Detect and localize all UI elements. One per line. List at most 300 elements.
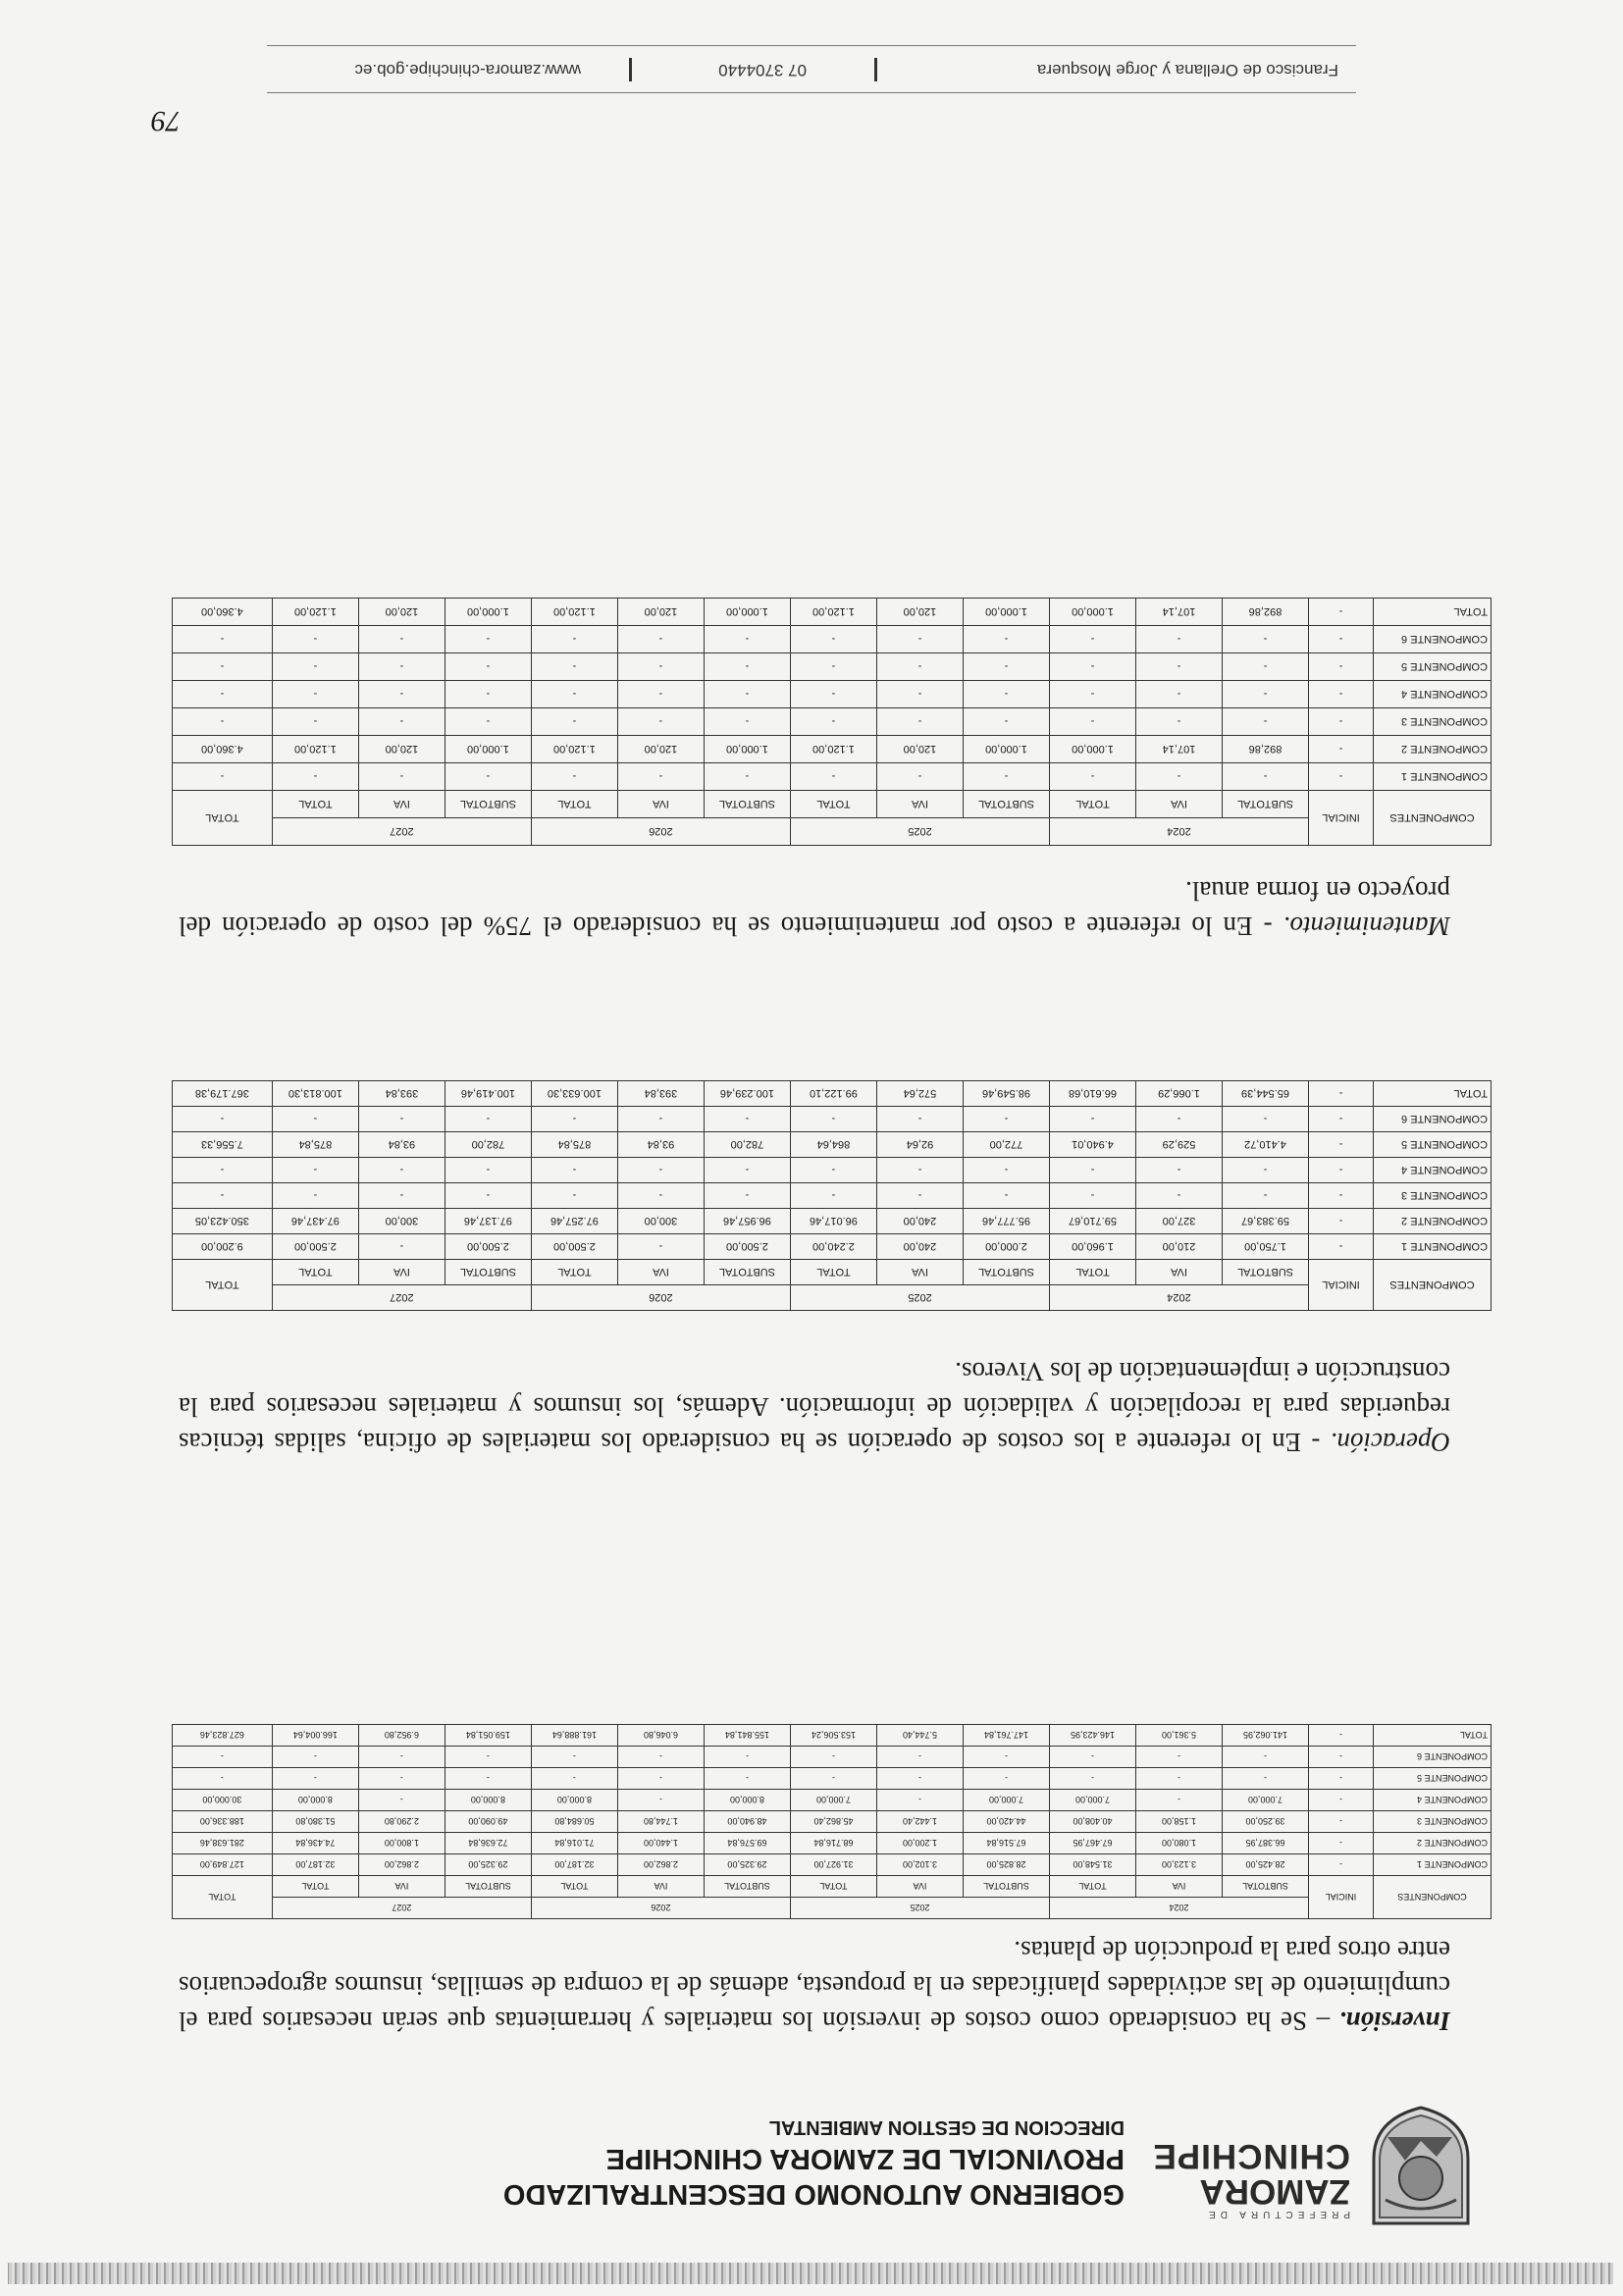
table-cell: 3.102,00 bbox=[876, 1854, 963, 1876]
org-line-3: DIRECCION DE GESTION AMBIENTAL bbox=[768, 2116, 1125, 2138]
table-cell: 99.122,10 bbox=[790, 1081, 876, 1107]
table-cell: 65.544,39 bbox=[1223, 1081, 1309, 1107]
header-sub: IVA bbox=[1136, 791, 1223, 818]
table-subheader-row bbox=[172, 1876, 1491, 1898]
table-cell: 7.556,33 bbox=[172, 1132, 272, 1158]
table-cell: 1.000,00 bbox=[445, 599, 531, 626]
table-cell: 159.051,84 bbox=[445, 1725, 531, 1747]
table-cell: 327,00 bbox=[1136, 1209, 1223, 1234]
table-cell: - bbox=[963, 681, 1049, 708]
table-cell: 2.290,80 bbox=[358, 1811, 445, 1833]
inversion-lead: Inversión. bbox=[1338, 2007, 1450, 2036]
header-sub: IVA bbox=[876, 791, 963, 818]
table-row bbox=[172, 1854, 1491, 1876]
table-cell: - bbox=[358, 626, 445, 653]
table-cell: 66.610,68 bbox=[1049, 1081, 1135, 1107]
table-cell: - bbox=[172, 1158, 272, 1183]
table-cell: 97.437,46 bbox=[272, 1209, 358, 1234]
organization-name bbox=[503, 2113, 1125, 2212]
table-cell: 782,00 bbox=[704, 1132, 790, 1158]
table-row bbox=[172, 1234, 1491, 1260]
table-cell: 100.633,30 bbox=[531, 1081, 617, 1107]
table-cell: - bbox=[1049, 1768, 1135, 1790]
table-cell: - bbox=[790, 1158, 876, 1183]
table-cell: 100.419,46 bbox=[445, 1081, 531, 1107]
header-year: 2024 bbox=[1049, 818, 1308, 846]
operacion-text: - En lo referente a los costos de operación se ha considerado los materiales de oficina, salidas técnicas requeridas para la recopilación y validación de información. Además, los insumos y materiales necesarios para la construcción e implementación de los Viveros. bbox=[179, 1357, 1450, 1457]
table-cell: - bbox=[1309, 1833, 1374, 1854]
table-cell: 1.200,00 bbox=[876, 1833, 963, 1854]
table-cell: 67.467,95 bbox=[1049, 1833, 1135, 1854]
table-cell: - bbox=[963, 1747, 1049, 1768]
table-header-row bbox=[172, 1898, 1491, 1919]
row-label: COMPONENTE 5 bbox=[1374, 653, 1492, 681]
header-total: TOTAL bbox=[172, 1876, 272, 1919]
table-cell: - bbox=[272, 653, 358, 681]
row-label: COMPONENTE 4 bbox=[1374, 681, 1492, 708]
table-cell: 120,00 bbox=[358, 736, 445, 763]
header-sub: SUBTOTAL bbox=[704, 1876, 790, 1898]
table-cell: - bbox=[531, 1768, 617, 1790]
table-cell: - bbox=[963, 763, 1049, 791]
table-cell: - bbox=[1309, 736, 1374, 763]
table-cell: - bbox=[790, 708, 876, 736]
row-label: COMPONENTE 3 bbox=[1374, 1183, 1492, 1209]
table-cell: - bbox=[1049, 653, 1135, 681]
table-cell: 40.408,00 bbox=[1049, 1811, 1135, 1833]
table-cell: 1.000,00 bbox=[1049, 599, 1135, 626]
header-sub: IVA bbox=[617, 791, 704, 818]
table-cell: - bbox=[272, 763, 358, 791]
header-sub: IVA bbox=[876, 1260, 963, 1285]
table-cell: 31.927,00 bbox=[790, 1854, 876, 1876]
table-cell: - bbox=[963, 1768, 1049, 1790]
table-cell: - bbox=[1136, 1158, 1223, 1183]
table-cell: - bbox=[790, 1747, 876, 1768]
table-cell: - bbox=[1309, 681, 1374, 708]
table-cell: 120,00 bbox=[876, 736, 963, 763]
header-sub: TOTAL bbox=[272, 1260, 358, 1285]
header-sub: IVA bbox=[358, 791, 445, 818]
table-cell: - bbox=[876, 1747, 963, 1768]
table-cell: - bbox=[1309, 1081, 1374, 1107]
table-cell: 1.800,00 bbox=[358, 1833, 445, 1854]
footer-separator bbox=[629, 58, 632, 81]
table-cell: - bbox=[445, 708, 531, 736]
org-line-2: PROVINCIAL DE ZAMORA CHINCHIPE bbox=[605, 2143, 1125, 2174]
header-year: 2026 bbox=[531, 1285, 790, 1311]
table-cell: - bbox=[617, 1768, 704, 1790]
table-cell: - bbox=[704, 1747, 790, 1768]
table-cell: 1.000,00 bbox=[445, 736, 531, 763]
table-cell: 39.250,00 bbox=[1223, 1811, 1309, 1833]
table-cell: 1.000,00 bbox=[963, 599, 1049, 626]
table-cell: 93,84 bbox=[617, 1132, 704, 1158]
mantenimiento-cost-table bbox=[172, 598, 1492, 846]
table-cell: - bbox=[876, 1107, 963, 1132]
table-cell: - bbox=[704, 1183, 790, 1209]
table-cell: 107,14 bbox=[1136, 599, 1223, 626]
header-year: 2027 bbox=[272, 1898, 531, 1919]
table-cell: - bbox=[876, 653, 963, 681]
table-cell: 864,64 bbox=[790, 1132, 876, 1158]
table-cell: 1.440,00 bbox=[617, 1833, 704, 1854]
table-cell: 120,00 bbox=[617, 599, 704, 626]
table-cell: - bbox=[617, 708, 704, 736]
table-cell: - bbox=[172, 653, 272, 681]
table-cell: 3.123,00 bbox=[1136, 1854, 1223, 1876]
org-line-1: GOBIERNO AUTONOMO DESCENTRALIZADO bbox=[502, 2178, 1125, 2210]
table-cell: - bbox=[1136, 626, 1223, 653]
table-cell: - bbox=[531, 763, 617, 791]
header-sub: TOTAL bbox=[531, 1260, 617, 1285]
table-cell: - bbox=[790, 626, 876, 653]
operacion-cost-table bbox=[172, 1080, 1492, 1311]
table-cell: - bbox=[704, 681, 790, 708]
footer-separator bbox=[874, 58, 877, 81]
table-cell: 1.000,00 bbox=[704, 736, 790, 763]
table-row bbox=[172, 708, 1491, 736]
table-cell: - bbox=[1223, 763, 1309, 791]
table-cell: - bbox=[1049, 708, 1135, 736]
table-cell: 1.080,00 bbox=[1136, 1833, 1223, 1854]
header-total: TOTAL bbox=[172, 791, 272, 846]
table-cell: 892,86 bbox=[1223, 736, 1309, 763]
table-cell: - bbox=[531, 1747, 617, 1768]
table-cell: 5.744,40 bbox=[876, 1725, 963, 1747]
table-cell: 50.684,80 bbox=[531, 1811, 617, 1833]
header-year: 2027 bbox=[272, 1285, 531, 1311]
table-cell: 66.387,95 bbox=[1223, 1833, 1309, 1854]
table-cell: - bbox=[790, 653, 876, 681]
row-label: COMPONENTE 1 bbox=[1374, 1854, 1492, 1876]
table-cell: 146.423,95 bbox=[1049, 1725, 1135, 1747]
table-cell: - bbox=[272, 1747, 358, 1768]
table-cell: 1.442,40 bbox=[876, 1811, 963, 1833]
table-cell: - bbox=[358, 1107, 445, 1132]
table-cell: - bbox=[963, 708, 1049, 736]
table-cell: 92,64 bbox=[876, 1132, 963, 1158]
row-label: COMPONENTE 2 bbox=[1374, 1833, 1492, 1854]
table-subheader-row bbox=[172, 791, 1491, 818]
table-cell: - bbox=[963, 653, 1049, 681]
table-cell: - bbox=[445, 626, 531, 653]
table-cell: 6.952,80 bbox=[358, 1725, 445, 1747]
table-cell: - bbox=[876, 681, 963, 708]
header-sub: IVA bbox=[358, 1260, 445, 1285]
table-cell: 240,00 bbox=[876, 1234, 963, 1260]
table-cell: - bbox=[358, 1768, 445, 1790]
table-cell: - bbox=[358, 653, 445, 681]
header-sub: TOTAL bbox=[531, 791, 617, 818]
table-row bbox=[172, 1158, 1491, 1183]
table-cell: 300,00 bbox=[358, 1209, 445, 1234]
table-cell: 67.516,84 bbox=[963, 1833, 1049, 1854]
table-cell: - bbox=[272, 1158, 358, 1183]
table-cell: 98.549,46 bbox=[963, 1081, 1049, 1107]
table-cell: - bbox=[876, 626, 963, 653]
table-cell: 300,00 bbox=[617, 1209, 704, 1234]
header-sub: SUBTOTAL bbox=[1223, 1260, 1309, 1285]
table-cell: - bbox=[963, 1183, 1049, 1209]
table-cell: - bbox=[358, 1183, 445, 1209]
table-cell: - bbox=[1223, 681, 1309, 708]
table-cell: - bbox=[1309, 1725, 1374, 1747]
table-cell: - bbox=[1049, 1158, 1135, 1183]
mantenimiento-paragraph bbox=[179, 873, 1450, 944]
table-cell: - bbox=[1049, 1747, 1135, 1768]
table-row bbox=[172, 1107, 1491, 1132]
header-sub: SUBTOTAL bbox=[1223, 1876, 1309, 1898]
table-cell: - bbox=[445, 1158, 531, 1183]
table-cell: - bbox=[531, 708, 617, 736]
table-cell: 29.325,00 bbox=[445, 1854, 531, 1876]
row-label: COMPONENTE 4 bbox=[1374, 1158, 1492, 1183]
table-cell: - bbox=[1309, 626, 1374, 653]
table-cell: 4.360,00 bbox=[172, 736, 272, 763]
header-sub: TOTAL bbox=[531, 1876, 617, 1898]
table-cell: 7.000,00 bbox=[1049, 1790, 1135, 1811]
table-cell: 188.336,00 bbox=[172, 1811, 272, 1833]
table-cell: - bbox=[531, 1158, 617, 1183]
header-sub: SUBTOTAL bbox=[963, 791, 1049, 818]
table-cell: - bbox=[617, 626, 704, 653]
table-cell: - bbox=[876, 1790, 963, 1811]
header-sub: TOTAL bbox=[790, 1260, 876, 1285]
row-label: COMPONENTE 6 bbox=[1374, 1747, 1492, 1768]
row-label: TOTAL bbox=[1374, 599, 1492, 626]
table-cell: 393,84 bbox=[358, 1081, 445, 1107]
table-cell: 161.888,64 bbox=[531, 1725, 617, 1747]
table-cell: - bbox=[445, 1107, 531, 1132]
table-cell: - bbox=[172, 763, 272, 791]
table-cell: 210,00 bbox=[1136, 1234, 1223, 1260]
table-cell: 45.862,40 bbox=[790, 1811, 876, 1833]
header-sub: SUBTOTAL bbox=[1223, 791, 1309, 818]
table-cell: - bbox=[1136, 1747, 1223, 1768]
table-row bbox=[172, 1209, 1491, 1234]
table-cell: 71.016,84 bbox=[531, 1833, 617, 1854]
table-cell: 2.500,00 bbox=[272, 1234, 358, 1260]
table-cell: 350.423,05 bbox=[172, 1209, 272, 1234]
table-cell: 2.240,00 bbox=[790, 1234, 876, 1260]
table-cell: - bbox=[1136, 681, 1223, 708]
page-number: 79 bbox=[151, 105, 181, 137]
table-cell: - bbox=[1223, 1183, 1309, 1209]
table-cell: - bbox=[617, 1790, 704, 1811]
header-sub: SUBTOTAL bbox=[445, 791, 531, 818]
table-cell: - bbox=[1136, 1183, 1223, 1209]
table-cell: - bbox=[531, 1183, 617, 1209]
table-cell: 2.500,00 bbox=[531, 1234, 617, 1260]
table-cell: 72.636,84 bbox=[445, 1833, 531, 1854]
footer-address: Francisco de Orellana y Jorge Mosquera bbox=[1036, 61, 1338, 79]
header-componentes: COMPONENTES bbox=[1374, 791, 1492, 846]
table-cell: 1.120,00 bbox=[790, 736, 876, 763]
table-cell: - bbox=[790, 681, 876, 708]
header-year: 2024 bbox=[1049, 1285, 1308, 1311]
table-cell: - bbox=[1309, 1132, 1374, 1158]
row-label: COMPONENTE 1 bbox=[1374, 763, 1492, 791]
table-cell: - bbox=[445, 1768, 531, 1790]
table-cell: - bbox=[1309, 763, 1374, 791]
table-cell: - bbox=[358, 1790, 445, 1811]
scan-edge-strip bbox=[8, 2263, 1613, 2284]
header-sub: SUBTOTAL bbox=[445, 1260, 531, 1285]
table-cell: 1.960,00 bbox=[1049, 1234, 1135, 1260]
table-cell: - bbox=[358, 1158, 445, 1183]
table-cell: - bbox=[445, 763, 531, 791]
table-cell: - bbox=[272, 1183, 358, 1209]
table-cell: - bbox=[790, 1768, 876, 1790]
header-inicial: INICIAL bbox=[1309, 1876, 1374, 1919]
table-cell: - bbox=[1136, 1790, 1223, 1811]
table-cell: 1.750,00 bbox=[1223, 1234, 1309, 1260]
table-cell: 2.862,00 bbox=[358, 1854, 445, 1876]
table-row bbox=[172, 1747, 1491, 1768]
table-cell: 96.017,46 bbox=[790, 1209, 876, 1234]
table-cell: - bbox=[1136, 708, 1223, 736]
table-cell: - bbox=[617, 653, 704, 681]
table-cell: - bbox=[1309, 1768, 1374, 1790]
table-cell: - bbox=[172, 1747, 272, 1768]
table-row bbox=[172, 1833, 1491, 1854]
table-row bbox=[172, 1768, 1491, 1790]
row-label: COMPONENTE 3 bbox=[1374, 708, 1492, 736]
table-cell: - bbox=[1309, 1183, 1374, 1209]
table-cell: 155.841,84 bbox=[704, 1725, 790, 1747]
table-cell: - bbox=[445, 1183, 531, 1209]
table-cell: - bbox=[790, 1107, 876, 1132]
table-cell: - bbox=[1309, 1790, 1374, 1811]
table-cell: 4.410,72 bbox=[1223, 1132, 1309, 1158]
table-cell: 2.500,00 bbox=[704, 1234, 790, 1260]
table-cell: 93,84 bbox=[358, 1132, 445, 1158]
header-sub: TOTAL bbox=[790, 1876, 876, 1898]
table-cell: - bbox=[704, 653, 790, 681]
table-cell: - bbox=[617, 1747, 704, 1768]
table-cell: 147.761,84 bbox=[963, 1725, 1049, 1747]
table-cell: - bbox=[358, 1234, 445, 1260]
table-cell: - bbox=[704, 626, 790, 653]
table-cell: 9.200,00 bbox=[172, 1234, 272, 1260]
header-year: 2026 bbox=[531, 818, 790, 846]
table-row bbox=[172, 626, 1491, 653]
row-label: TOTAL bbox=[1374, 1725, 1492, 1747]
table-cell: 51.380,80 bbox=[272, 1811, 358, 1833]
table-cell: 2.862,00 bbox=[617, 1854, 704, 1876]
table-cell: 281.638,46 bbox=[172, 1833, 272, 1854]
table-cell: 48.940,00 bbox=[704, 1811, 790, 1833]
table-cell: - bbox=[531, 681, 617, 708]
inversion-paragraph bbox=[179, 1933, 1450, 2039]
table-cell: - bbox=[1309, 599, 1374, 626]
table-cell: 59.383,67 bbox=[1223, 1209, 1309, 1234]
table-cell: - bbox=[617, 681, 704, 708]
row-label: COMPONENTE 6 bbox=[1374, 1107, 1492, 1132]
table-cell: - bbox=[1223, 1747, 1309, 1768]
table-cell: 8.000,00 bbox=[272, 1790, 358, 1811]
table-cell: - bbox=[1309, 1747, 1374, 1768]
table-cell: - bbox=[876, 1768, 963, 1790]
header-sub: TOTAL bbox=[1049, 1260, 1135, 1285]
table-cell: 4.360,00 bbox=[172, 599, 272, 626]
table-cell: - bbox=[531, 1107, 617, 1132]
table-cell: 1.000,00 bbox=[1049, 736, 1135, 763]
table-cell: 69.576,84 bbox=[704, 1833, 790, 1854]
header-componentes: COMPONENTES bbox=[1374, 1876, 1492, 1919]
table-cell: 367.179,38 bbox=[172, 1081, 272, 1107]
brand-wordmark bbox=[1154, 2138, 1350, 2219]
table-cell: 120,00 bbox=[617, 736, 704, 763]
table-cell: - bbox=[1049, 1183, 1135, 1209]
table-cell: 32.187,00 bbox=[272, 1854, 358, 1876]
header-sub: SUBTOTAL bbox=[963, 1876, 1049, 1898]
table-row bbox=[172, 1081, 1491, 1107]
table-cell: - bbox=[617, 1158, 704, 1183]
table-row bbox=[172, 599, 1491, 626]
table-cell: - bbox=[358, 681, 445, 708]
table-cell: - bbox=[1223, 1107, 1309, 1132]
table-cell: 97.257,46 bbox=[531, 1209, 617, 1234]
table-cell: 166.004,64 bbox=[272, 1725, 358, 1747]
table-cell: - bbox=[1309, 708, 1374, 736]
table-cell: 529,29 bbox=[1136, 1132, 1223, 1158]
table-cell: - bbox=[1049, 1107, 1135, 1132]
table-cell: - bbox=[1049, 681, 1135, 708]
table-cell: - bbox=[1223, 653, 1309, 681]
table-cell: - bbox=[172, 681, 272, 708]
table-cell: - bbox=[172, 1768, 272, 1790]
table-cell: - bbox=[963, 1107, 1049, 1132]
table-cell: - bbox=[876, 763, 963, 791]
table-row bbox=[172, 681, 1491, 708]
table-row bbox=[172, 736, 1491, 763]
table-cell: - bbox=[1309, 653, 1374, 681]
table-cell: 8.000,00 bbox=[704, 1790, 790, 1811]
header-sub: IVA bbox=[1136, 1260, 1223, 1285]
letterhead bbox=[102, 2086, 1476, 2233]
table-cell: 1.158,00 bbox=[1136, 1811, 1223, 1833]
brand-line-2: CHINCHIPE bbox=[1152, 2137, 1350, 2175]
table-cell: 96.957,46 bbox=[704, 1209, 790, 1234]
table-cell: 31.548,00 bbox=[1049, 1854, 1135, 1876]
table-cell: - bbox=[172, 708, 272, 736]
table-cell: 32.187,00 bbox=[531, 1854, 617, 1876]
table-cell: - bbox=[445, 653, 531, 681]
row-label: COMPONENTE 2 bbox=[1374, 736, 1492, 763]
mantenimiento-lead: Mantenimiento. bbox=[1283, 912, 1450, 941]
table-cell: - bbox=[1049, 626, 1135, 653]
table-cell: - bbox=[1223, 626, 1309, 653]
table-cell: - bbox=[272, 681, 358, 708]
table-cell: - bbox=[1309, 1158, 1374, 1183]
table-cell: - bbox=[790, 763, 876, 791]
table-cell: 1.744,80 bbox=[617, 1811, 704, 1833]
table-cell: 44.420,00 bbox=[963, 1811, 1049, 1833]
table-cell: 141.062,95 bbox=[1223, 1725, 1309, 1747]
table-cell: - bbox=[704, 763, 790, 791]
table-cell: 7.000,00 bbox=[1223, 1790, 1309, 1811]
table-cell: - bbox=[876, 1158, 963, 1183]
table-cell: 7.000,00 bbox=[790, 1790, 876, 1811]
header-sub: TOTAL bbox=[790, 791, 876, 818]
brand-prefix: PREFECTURA DE bbox=[1204, 2209, 1350, 2219]
table-row bbox=[172, 763, 1491, 791]
table-cell: - bbox=[272, 708, 358, 736]
footer-rule-top bbox=[267, 92, 1356, 93]
table-cell: 5.361,00 bbox=[1136, 1725, 1223, 1747]
